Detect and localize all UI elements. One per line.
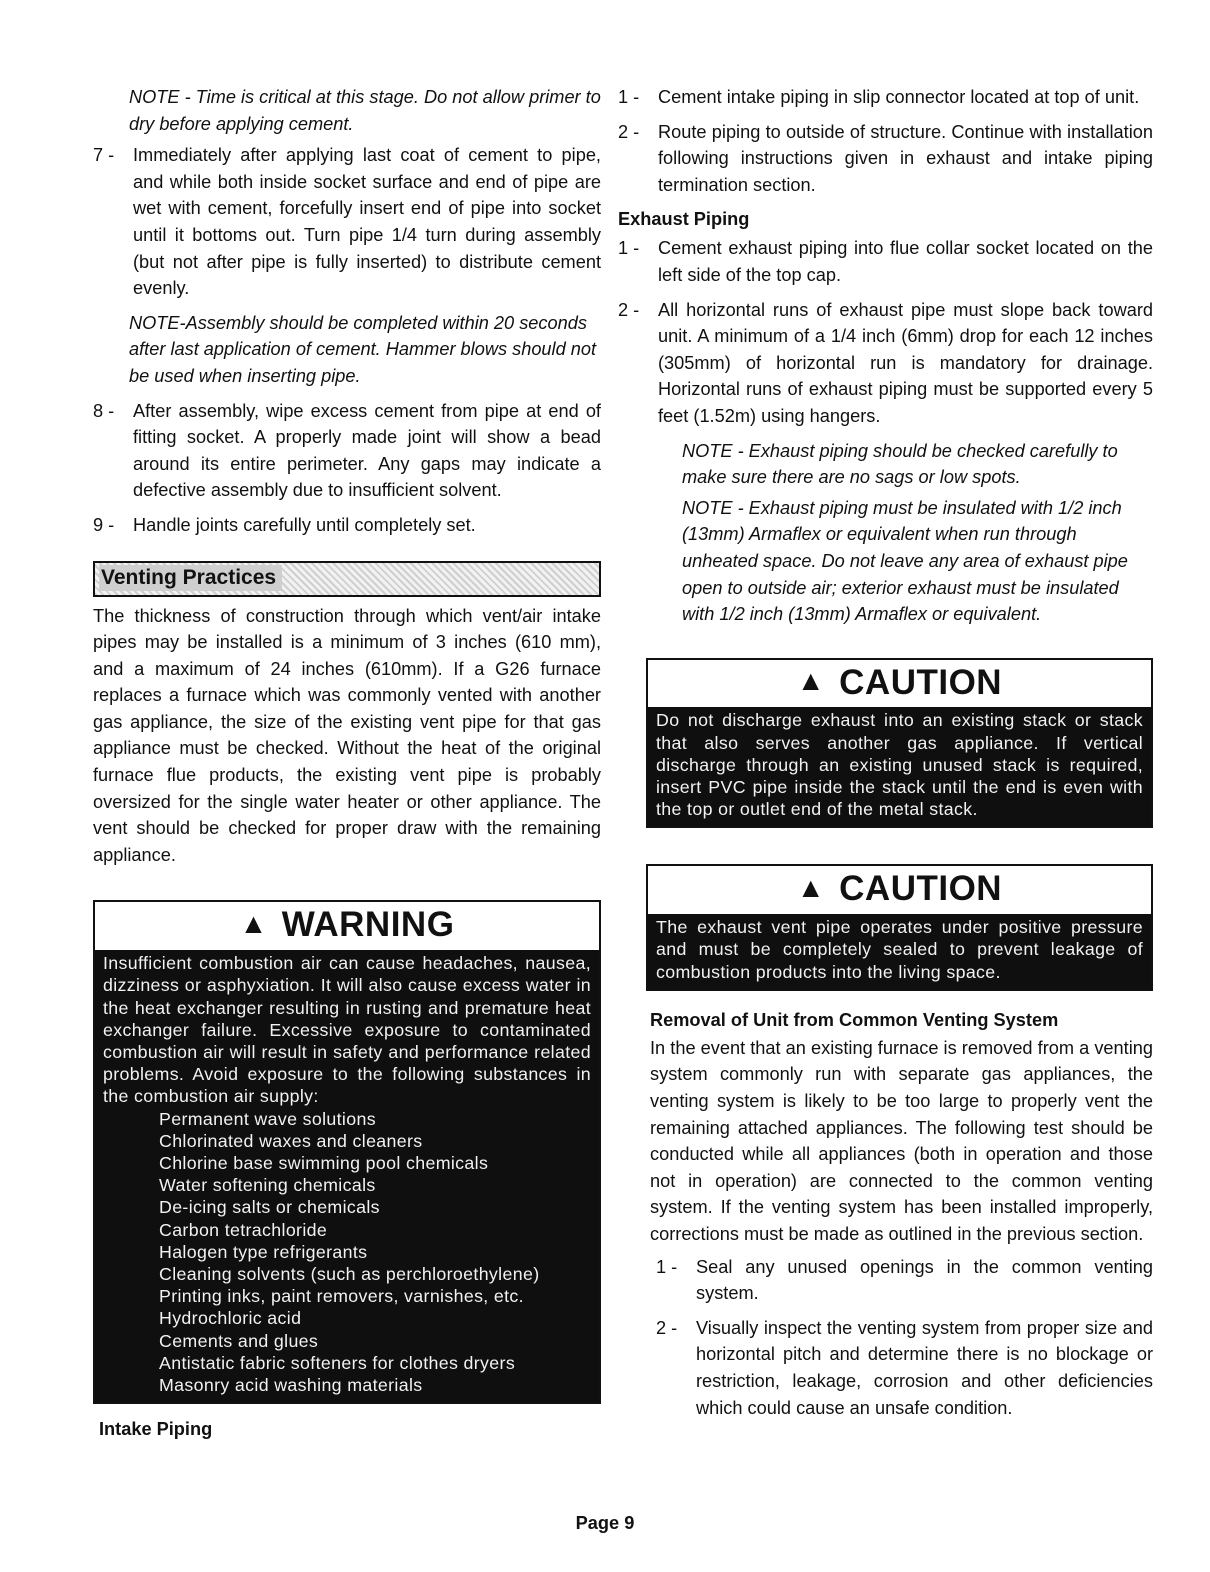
caution-body [648,707,1151,826]
exhaust-piping-heading: Exhaust Piping [618,209,750,230]
step-text: Route piping to outside of structure. Continue with installation following instructions given in exhaust and intake piping termination section. [658,121,1153,195]
step-text: Immediately after applying last coat of cement to pipe, and while both inside socket surface and end of pipe are wet with cement, forcefully insert end of pipe into socket until it bottoms out. Turn pipe 1/4 turn during assembly (but not after pipe is fully inserted) to distribute cement evenly. [133,145,601,299]
caution-title-row [648,660,1151,708]
warning-body [95,950,599,1402]
venting-paragraph: The thickness of construction through which vent/air intake pipes may be installed is a minimum of 3 inches (610 mm), and a maximum of 24 inches (610mm). If a G26 furnace replaces a furnace which was commonly vented with another gas appliance, the size of the existing vent pipe for that gas appliance must be checked. Without the heat of the original furnace flue products, the existing vent pipe is probably oversized for the single water heater or other appliance. The vent should be checked for proper draw with the remaining appliance. [93,605,601,865]
list-item: Hydrochloric acid [159,1308,302,1329]
warning-title: WARNING [281,905,455,945]
list-item [93,142,601,302]
list-item: Antistatic fabric softeners for clothes dryers [159,1352,516,1373]
list-item: Halogen type refrigerants [159,1241,368,1262]
step-text: All horizontal runs of exhaust pipe must slope back toward unit. A minimum of a 1/4 inch (6mm) drop for each 12 inches (305mm) of horizontal run is mandatory for drainage. Horizontal runs of exhaust piping must be supported every 5 feet (1.52m) using hangers. [658,299,1153,426]
section-banner-venting-practices [93,561,601,597]
list-item [93,512,601,539]
step-number: 9 - [93,514,115,535]
list-item [618,119,1153,199]
note-primer: NOTE - Time is critical at this stage. Do not allow primer to dry before applying cement. [129,87,601,134]
intake-piping-heading: Intake Piping [99,1419,213,1440]
list-item: Chlorinated waxes and cleaners [159,1130,423,1151]
step-text: Visually inspect the venting system from proper size and horizontal pitch and determine there is no blockage or restriction, leakage, corrosion and other deficiencies which could cause an unsafe condition. [696,1317,1153,1418]
right-column [618,84,1153,1429]
note-insulated: NOTE - Exhaust piping must be insulated with 1/2 inch (13mm) Armaflex or equivalent when run through unheated space. Do not leave any area of exhaust pipe open to outside air; exterior exhaust must be insulated with 1/2 inch (13mm) Armaflex or equivalent. [682,497,1128,625]
warning-box [93,900,601,1404]
left-column [93,84,601,1442]
list-item: Carbon tetrachloride [159,1219,328,1240]
section-title: Venting Practices [99,565,282,591]
list-item: Water softening chemicals [159,1175,376,1196]
warning-triangle-icon: ▲ [796,872,826,904]
step-number: 2 - [618,299,640,320]
list-item [618,297,1153,430]
caution-title-row [648,866,1151,914]
step-number: 8 - [93,400,115,421]
caution-title: CAUTION [839,869,1003,909]
list-item [618,235,1153,288]
step-number: 1 - [656,1256,678,1277]
caution-text: The exhaust vent pipe operates under positive pressure and must be completely sealed to prevent leakage of combustion products into the living space. [656,917,1143,982]
warning-title-row [95,902,599,950]
warning-triangle-icon: ▲ [796,665,826,697]
list-item: Permanent wave solutions [159,1108,376,1129]
step-text: Handle joints carefully until completely set. [133,514,476,535]
removal-heading: Removal of Unit from Common Venting System [650,1009,1059,1030]
step-text: Cement exhaust piping into flue collar socket located on the left side of the top cap. [658,238,1153,285]
step-number: 2 - [656,1317,678,1338]
caution-body [648,914,1151,989]
step-text: Seal any unused openings in the common venting system. [696,1256,1153,1304]
step-number: 2 - [618,121,640,142]
list-item [618,1315,1153,1421]
list-item: Masonry acid washing materials [159,1375,423,1396]
list-item: Cleaning solvents (such as perchloroethylene) [159,1264,540,1285]
page-number: Page 9 [575,1513,635,1533]
caution-title: CAUTION [839,662,1003,702]
warning-triangle-icon: ▲ [239,908,268,940]
list-item: Printing inks, paint removers, varnishes, etc. [159,1286,524,1307]
note-assembly: NOTE-Assembly should be completed within 20 seconds after last application of cement. Hammer blows should not be used when inserting pipe. [129,312,597,386]
step-text: After assembly, wipe excess cement from pipe at end of fitting socket. A properly made joint will show a bead around its entire perimeter. Any gaps may indicate a defective assembly due to insufficient solvent. [133,400,601,501]
list-item [618,1254,1153,1307]
step-number: 1 - [618,87,640,107]
list-item: De-icing salts or chemicals [159,1197,380,1218]
list-item: Chlorine base swimming pool chemicals [159,1153,489,1174]
caution-box-exhaust-stack [646,658,1153,829]
list-item [618,84,1153,111]
step-number: 7 - [93,145,115,166]
list-item: Cements and glues [159,1330,319,1351]
substance-list [103,1108,591,1397]
caution-box-positive-pressure [646,864,1153,990]
list-item [93,398,601,504]
note-sags: NOTE - Exhaust piping should be checked carefully to make sure there are no sags or low spots. [682,440,1118,488]
removal-paragraph: In the event that an existing furnace is removed from a venting system commonly run with separate gas appliances, the venting system is likely to be too large to properly vent the remaining attached appliances. The following test should be conducted while all appliances (both in operation and those not in operation) are connected to the common venting system. If the venting system has been installed improperly, corrections must be made as outlined in the previous section. [650,1037,1153,1244]
caution-text: Do not discharge exhaust into an existing stack or stack that also serves another gas appliance. If vertical discharge through an existing unused stack is required, insert PVC pipe inside the stack until the end is even with the top or outlet end of the metal stack. [656,710,1143,820]
step-text: Cement intake piping in slip connector located at top of unit. [658,87,1140,107]
warning-text: Insufficient combustion air can cause headaches, nausea, dizziness or asphyxiation. It will also cause excess water in the heat exchanger resulting in rusting and premature heat exchanger failure. Excessive exposure to contaminated combustion air will result in safety and performance related problems. Avoid exposure to the following substances in the combustion air supply: [103,953,591,1107]
step-number: 1 - [618,238,640,259]
